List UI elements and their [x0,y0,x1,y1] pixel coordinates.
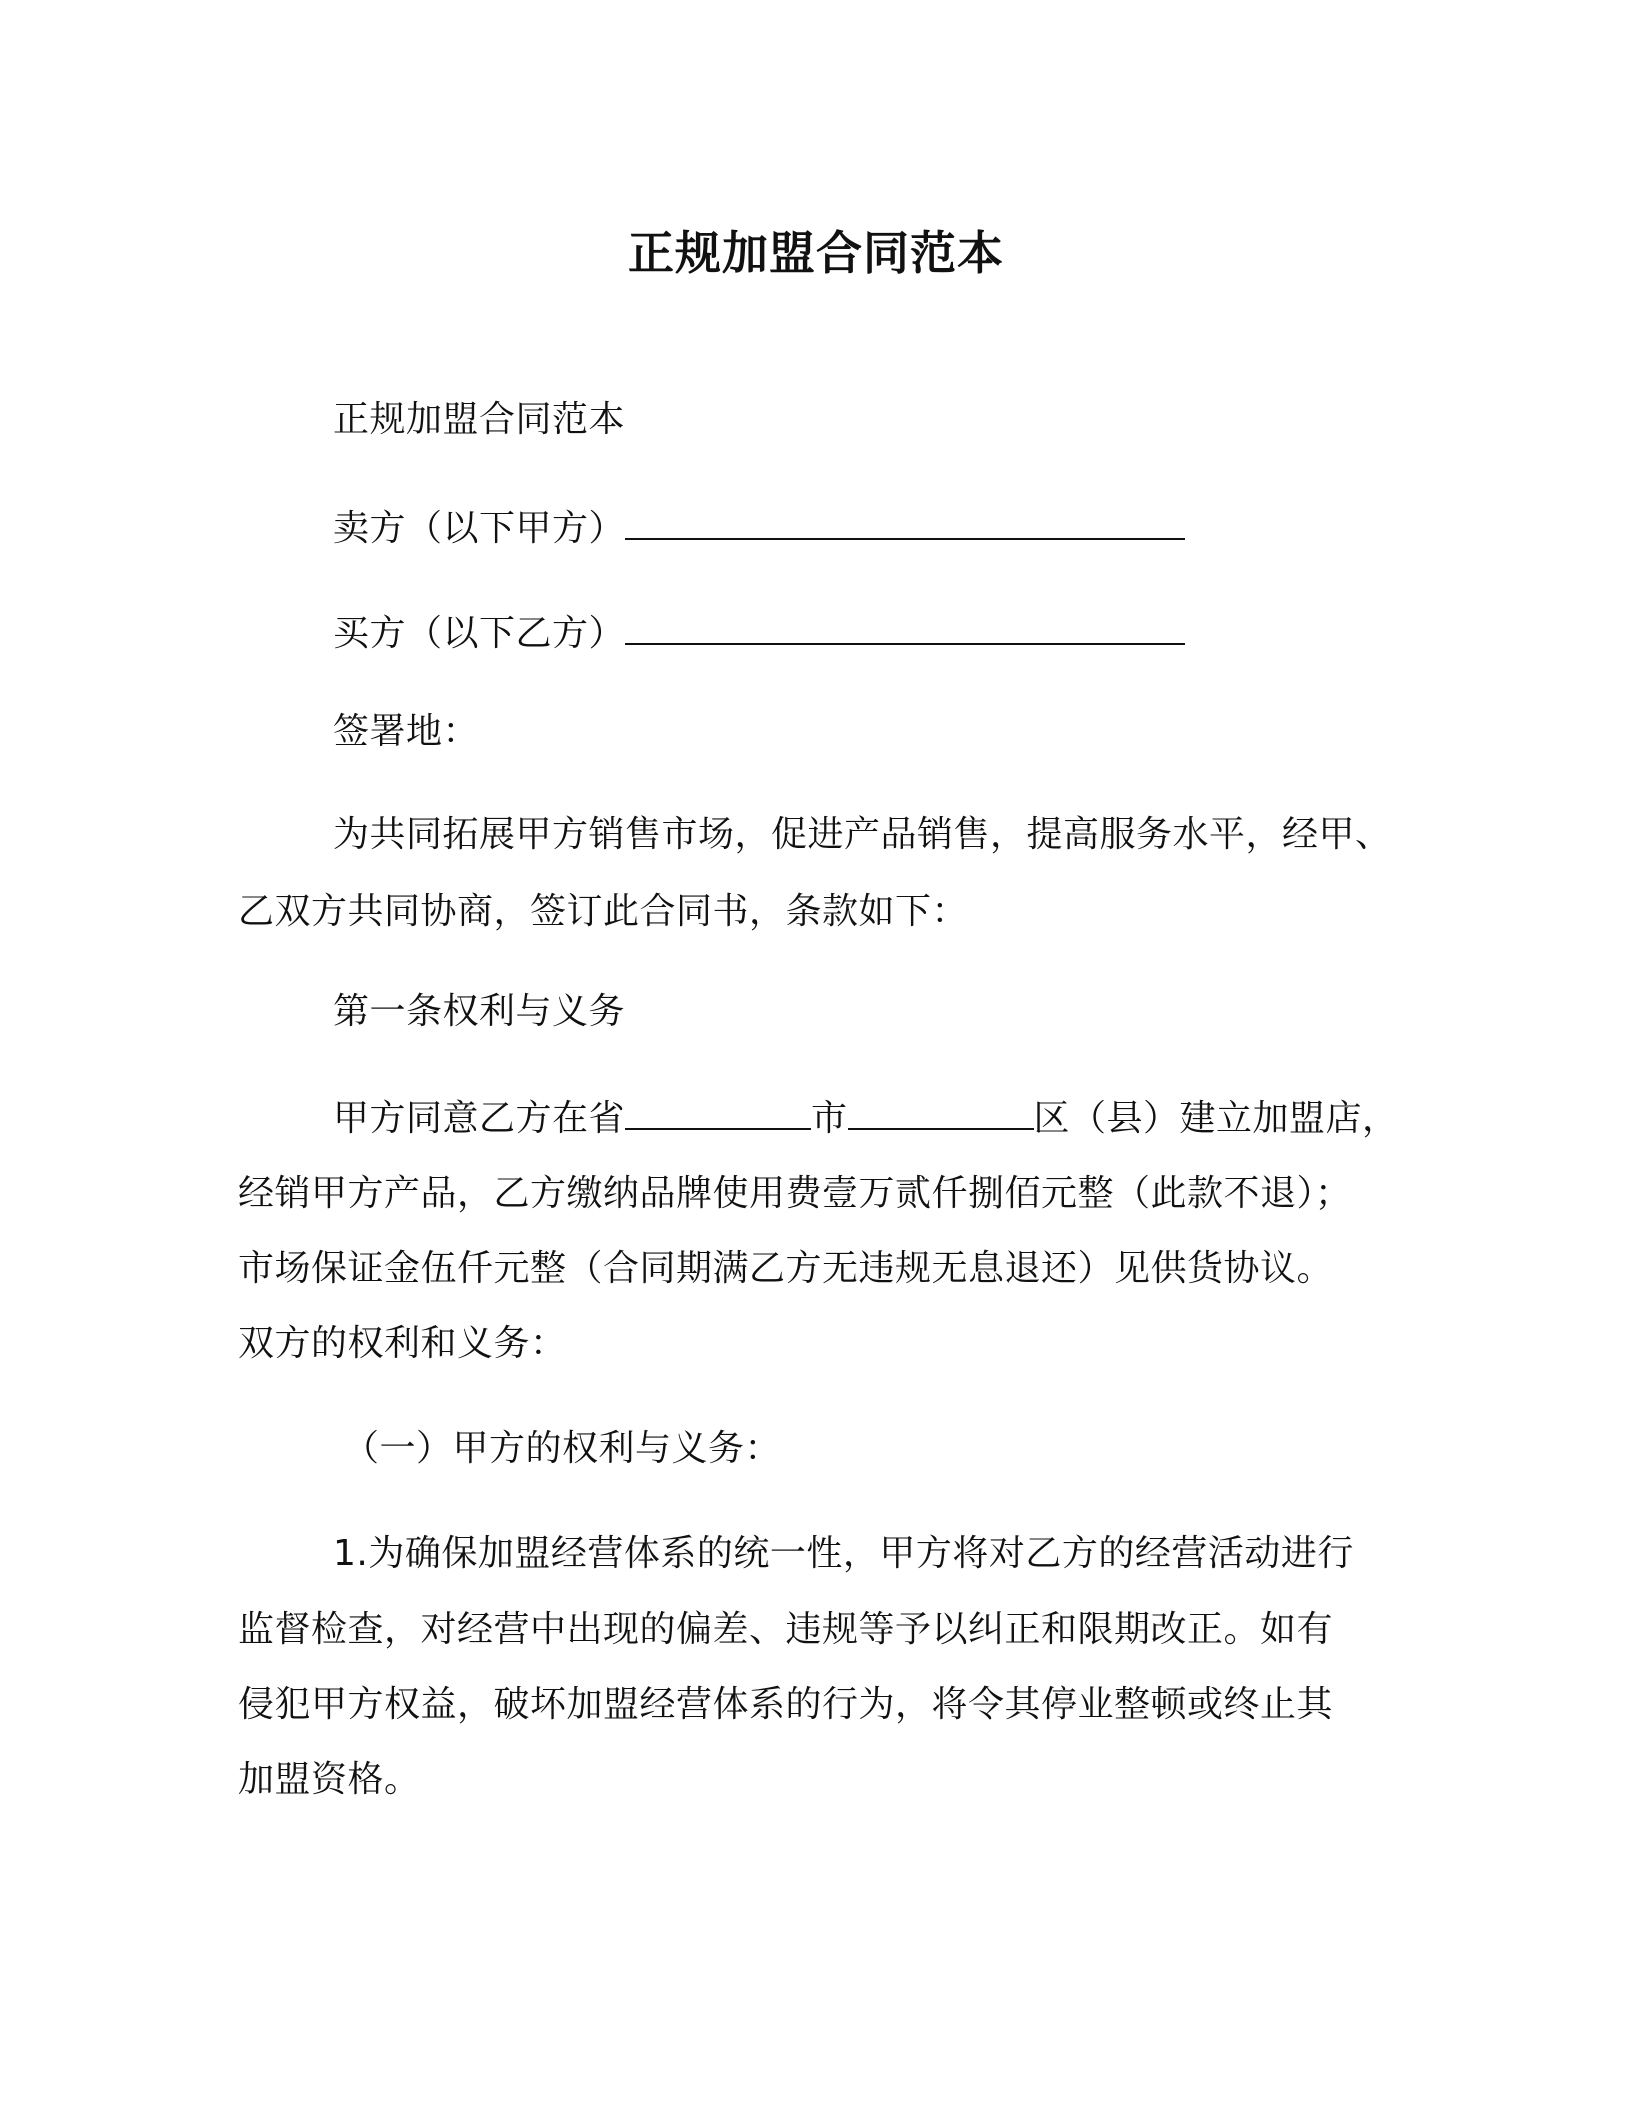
document-title: 正规加盟合同范本 [628,226,1004,280]
seller-blank [625,508,1185,540]
article1-line-2: 经销甲方产品，乙方缴纳品牌使用费壹万贰仟捌佰元整（此款不退）； [238,1173,1352,1214]
item1-line-2: 监督检查，对经营中出现的偏差、违规等予以纠正和限期改正。如有 [238,1609,1334,1650]
article1-city-label: 市 [811,1098,848,1139]
buyer-line [333,612,1185,656]
item1-line-1: 1.为确保加盟经营体系的统一性，甲方将对乙方的经营活动进行 [333,1533,1354,1574]
buyer-blank [625,613,1185,645]
article1-district-label: 区（县）建立加盟店， [1033,1098,1399,1139]
seller-label: 卖方（以下甲方） [333,508,626,549]
section1-title: （一）甲方的权利与义务： [343,1428,782,1469]
article1-line-1 [333,1097,1399,1141]
item1-line-4: 加盟资格。 [238,1759,421,1800]
item1-line-3: 侵犯甲方权益，破坏加盟经营体系的行为，将令其停业整顿或终止其 [238,1684,1334,1725]
province-blank [625,1098,811,1130]
seller-line [333,507,1185,551]
article1-title: 第一条权利与义务 [333,991,626,1032]
intro-line-2: 乙双方共同协商，签订此合同书，条款如下： [238,891,969,932]
article1-line-3: 市场保证金伍仟元整（合同期满乙方无违规无息退还）见供货协议。 [238,1248,1334,1289]
intro-line-1: 为共同拓展甲方销售市场，促进产品销售，提高服务水平，经甲、 [333,814,1392,855]
buyer-label: 买方（以下乙方） [333,613,626,654]
article1-line-4: 双方的权利和义务： [238,1323,567,1364]
article1-province-label: 甲方同意乙方在省 [333,1098,626,1139]
signing-place: 签署地： [333,711,480,752]
document-subtitle: 正规加盟合同范本 [333,399,626,440]
city-blank [848,1098,1034,1130]
